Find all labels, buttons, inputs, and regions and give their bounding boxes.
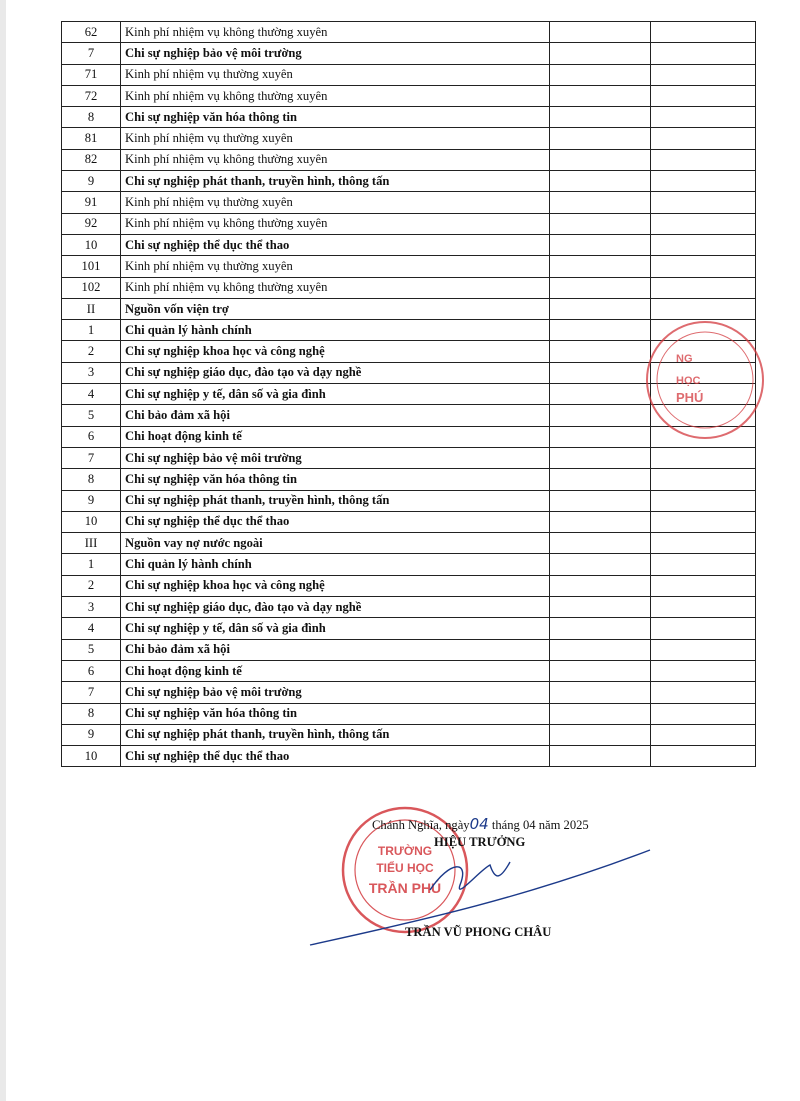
row-value-2 bbox=[651, 384, 756, 405]
row-label: Nguồn vốn viện trợ bbox=[121, 298, 550, 319]
row-value-1 bbox=[550, 362, 651, 383]
row-value-1 bbox=[550, 213, 651, 234]
row-value-1 bbox=[550, 426, 651, 447]
row-value-2 bbox=[651, 320, 756, 341]
row-value-1 bbox=[550, 597, 651, 618]
table-row bbox=[62, 213, 756, 234]
row-value-1 bbox=[550, 64, 651, 85]
row-value-1 bbox=[550, 405, 651, 426]
row-value-1 bbox=[550, 618, 651, 639]
row-code: 9 bbox=[62, 490, 121, 511]
row-label: Kinh phí nhiệm vụ không thường xuyên bbox=[121, 277, 550, 298]
row-label: Chi sự nghiệp y tế, dân số và gia đình bbox=[121, 618, 550, 639]
table-row bbox=[62, 85, 756, 106]
row-value-2 bbox=[651, 277, 756, 298]
row-code: 2 bbox=[62, 575, 121, 596]
row-code: 10 bbox=[62, 511, 121, 532]
row-value-1 bbox=[550, 320, 651, 341]
row-code: 3 bbox=[62, 362, 121, 383]
row-code: 101 bbox=[62, 256, 121, 277]
svg-text:HỌC: HỌC bbox=[676, 375, 701, 387]
seal-line-3: TRẦN PHÚ bbox=[368, 880, 442, 896]
row-code: 9 bbox=[62, 724, 121, 745]
table-row bbox=[62, 22, 756, 43]
row-label: Chi sự nghiệp văn hóa thông tin bbox=[121, 703, 550, 724]
row-code: 2 bbox=[62, 341, 121, 362]
row-value-2 bbox=[651, 64, 756, 85]
row-value-2 bbox=[651, 149, 756, 170]
seal-line-1: TRƯỜNG bbox=[377, 844, 433, 858]
row-code: 81 bbox=[62, 128, 121, 149]
row-label: Chi sự nghiệp giáo dục, đào tạo và dạy nghề bbox=[121, 597, 550, 618]
row-value-2 bbox=[651, 256, 756, 277]
row-value-2 bbox=[651, 703, 756, 724]
table-row bbox=[62, 746, 756, 767]
row-label: Chi sự nghiệp văn hóa thông tin bbox=[121, 469, 550, 490]
row-label: Kinh phí nhiệm vụ không thường xuyên bbox=[121, 149, 550, 170]
row-value-2 bbox=[651, 490, 756, 511]
row-value-2 bbox=[651, 511, 756, 532]
row-label: Kinh phí nhiệm vụ thường xuyên bbox=[121, 128, 550, 149]
row-value-2 bbox=[651, 575, 756, 596]
table-row bbox=[62, 554, 756, 575]
row-code: 7 bbox=[62, 447, 121, 468]
row-value-2 bbox=[651, 618, 756, 639]
row-label: Kinh phí nhiệm vụ thường xuyên bbox=[121, 192, 550, 213]
row-label: Chi sự nghiệp thể dục thể thao bbox=[121, 511, 550, 532]
row-value-1 bbox=[550, 682, 651, 703]
row-value-1 bbox=[550, 447, 651, 468]
row-value-1 bbox=[550, 511, 651, 532]
row-label: Chi quản lý hành chính bbox=[121, 320, 550, 341]
row-value-2 bbox=[651, 234, 756, 255]
row-value-2 bbox=[651, 746, 756, 767]
row-code: 1 bbox=[62, 554, 121, 575]
table-row bbox=[62, 107, 756, 128]
row-value-1 bbox=[550, 575, 651, 596]
budget-table bbox=[61, 21, 756, 767]
row-label: Chi sự nghiệp thể dục thể thao bbox=[121, 746, 550, 767]
row-label: Chi sự nghiệp văn hóa thông tin bbox=[121, 107, 550, 128]
row-code: 6 bbox=[62, 426, 121, 447]
row-value-2 bbox=[651, 362, 756, 383]
signer-title: HIỆU TRƯỞNG bbox=[434, 835, 526, 849]
row-code: 71 bbox=[62, 64, 121, 85]
table-row bbox=[62, 298, 756, 319]
row-value-2 bbox=[651, 171, 756, 192]
row-code: 62 bbox=[62, 22, 121, 43]
table-row bbox=[62, 43, 756, 64]
row-label: Chi sự nghiệp khoa học và công nghệ bbox=[121, 575, 550, 596]
row-code: 6 bbox=[62, 660, 121, 681]
row-value-2 bbox=[651, 128, 756, 149]
row-value-2 bbox=[651, 447, 756, 468]
table-row bbox=[62, 384, 756, 405]
row-code: 5 bbox=[62, 639, 121, 660]
row-value-1 bbox=[550, 234, 651, 255]
row-value-1 bbox=[550, 107, 651, 128]
row-code: 91 bbox=[62, 192, 121, 213]
row-value-2 bbox=[651, 298, 756, 319]
date-suffix: tháng 04 năm 2025 bbox=[488, 818, 589, 832]
row-value-1 bbox=[550, 724, 651, 745]
row-value-1 bbox=[550, 22, 651, 43]
svg-text:NG: NG bbox=[676, 353, 693, 365]
row-value-1 bbox=[550, 85, 651, 106]
row-code: 102 bbox=[62, 277, 121, 298]
table-row bbox=[62, 724, 756, 745]
row-value-2 bbox=[651, 682, 756, 703]
row-label: Chi bảo đảm xã hội bbox=[121, 405, 550, 426]
row-value-2 bbox=[651, 554, 756, 575]
row-value-2 bbox=[651, 107, 756, 128]
row-value-2 bbox=[651, 341, 756, 362]
row-code: 72 bbox=[62, 85, 121, 106]
table-row bbox=[62, 639, 756, 660]
table-row bbox=[62, 64, 756, 85]
row-code: 7 bbox=[62, 682, 121, 703]
table-row bbox=[62, 597, 756, 618]
row-code: 9 bbox=[62, 171, 121, 192]
row-code: 5 bbox=[62, 405, 121, 426]
budget-table-body bbox=[62, 22, 756, 767]
row-label: Kinh phí nhiệm vụ không thường xuyên bbox=[121, 22, 550, 43]
row-value-1 bbox=[550, 490, 651, 511]
table-row bbox=[62, 128, 756, 149]
signer-name: TRẦN VŨ PHONG CHÂU bbox=[405, 925, 552, 939]
row-label: Chi bảo đảm xã hội bbox=[121, 639, 550, 660]
row-value-1 bbox=[550, 43, 651, 64]
row-value-1 bbox=[550, 149, 651, 170]
row-code: 4 bbox=[62, 618, 121, 639]
row-value-1 bbox=[550, 277, 651, 298]
row-label: Chi sự nghiệp phát thanh, truyền hình, thông tấn bbox=[121, 490, 550, 511]
row-code: 4 bbox=[62, 384, 121, 405]
row-label: Chi sự nghiệp thể dục thể thao bbox=[121, 234, 550, 255]
row-label: Kinh phí nhiệm vụ thường xuyên bbox=[121, 256, 550, 277]
row-label: Chi sự nghiệp giáo dục, đào tạo và dạy nghề bbox=[121, 362, 550, 383]
table-row bbox=[62, 149, 756, 170]
row-code: III bbox=[62, 533, 121, 554]
row-label: Chi sự nghiệp bảo vệ môi trường bbox=[121, 43, 550, 64]
row-code: 10 bbox=[62, 746, 121, 767]
row-label: Chi hoạt động kinh tế bbox=[121, 426, 550, 447]
table-row bbox=[62, 533, 756, 554]
row-code: 8 bbox=[62, 703, 121, 724]
row-value-1 bbox=[550, 469, 651, 490]
row-label: Chi sự nghiệp y tế, dân số và gia đình bbox=[121, 384, 550, 405]
row-value-2 bbox=[651, 85, 756, 106]
row-label: Chi hoạt động kinh tế bbox=[121, 660, 550, 681]
row-code: 3 bbox=[62, 597, 121, 618]
row-value-1 bbox=[550, 128, 651, 149]
row-value-2 bbox=[651, 469, 756, 490]
row-value-2 bbox=[651, 22, 756, 43]
table-row bbox=[62, 320, 756, 341]
table-row bbox=[62, 660, 756, 681]
row-code: 8 bbox=[62, 107, 121, 128]
row-value-2 bbox=[651, 639, 756, 660]
row-value-1 bbox=[550, 384, 651, 405]
date-prefix: Chánh Nghĩa, ngày bbox=[372, 818, 470, 832]
row-value-1 bbox=[550, 746, 651, 767]
row-label: Kinh phí nhiệm vụ không thường xuyên bbox=[121, 213, 550, 234]
row-value-1 bbox=[550, 256, 651, 277]
row-label: Nguồn vay nợ nước ngoài bbox=[121, 533, 550, 554]
date-day: 04 bbox=[469, 815, 489, 833]
row-value-2 bbox=[651, 426, 756, 447]
row-code: 8 bbox=[62, 469, 121, 490]
row-value-1 bbox=[550, 533, 651, 554]
row-code: II bbox=[62, 298, 121, 319]
row-value-1 bbox=[550, 660, 651, 681]
row-value-1 bbox=[550, 298, 651, 319]
row-label: Chi quản lý hành chính bbox=[121, 554, 550, 575]
table-row bbox=[62, 277, 756, 298]
row-label: Kinh phí nhiệm vụ thường xuyên bbox=[121, 64, 550, 85]
table-row bbox=[62, 490, 756, 511]
page-edge bbox=[0, 0, 6, 1101]
table-row bbox=[62, 234, 756, 255]
row-value-2 bbox=[651, 533, 756, 554]
row-value-2 bbox=[651, 660, 756, 681]
signature-date bbox=[372, 815, 589, 833]
row-code: 10 bbox=[62, 234, 121, 255]
row-value-2 bbox=[651, 192, 756, 213]
table-row bbox=[62, 171, 756, 192]
row-value-2 bbox=[651, 724, 756, 745]
row-label: Chi sự nghiệp phát thanh, truyền hình, thông tấn bbox=[121, 171, 550, 192]
table-row bbox=[62, 469, 756, 490]
table-row bbox=[62, 192, 756, 213]
row-value-1 bbox=[550, 703, 651, 724]
row-code: 92 bbox=[62, 213, 121, 234]
row-code: 82 bbox=[62, 149, 121, 170]
row-value-1 bbox=[550, 341, 651, 362]
row-code: 7 bbox=[62, 43, 121, 64]
table-row bbox=[62, 511, 756, 532]
row-label: Chi sự nghiệp phát thanh, truyền hình, thông tấn bbox=[121, 724, 550, 745]
row-value-1 bbox=[550, 554, 651, 575]
seal-line-2: TIỂU HỌC bbox=[376, 861, 434, 875]
table-row bbox=[62, 703, 756, 724]
table-row bbox=[62, 256, 756, 277]
row-label: Chi sự nghiệp bảo vệ môi trường bbox=[121, 682, 550, 703]
table-row bbox=[62, 618, 756, 639]
row-value-2 bbox=[651, 213, 756, 234]
table-row bbox=[62, 426, 756, 447]
row-value-2 bbox=[651, 405, 756, 426]
table-row bbox=[62, 405, 756, 426]
table-row bbox=[62, 682, 756, 703]
table-row bbox=[62, 341, 756, 362]
row-label: Chi sự nghiệp khoa học và công nghệ bbox=[121, 341, 550, 362]
table-row bbox=[62, 447, 756, 468]
row-value-1 bbox=[550, 639, 651, 660]
table-row bbox=[62, 575, 756, 596]
row-value-2 bbox=[651, 597, 756, 618]
table-row bbox=[62, 362, 756, 383]
svg-text:PHÚ: PHÚ bbox=[676, 390, 704, 405]
row-label: Kinh phí nhiệm vụ không thường xuyên bbox=[121, 85, 550, 106]
row-label: Chi sự nghiệp bảo vệ môi trường bbox=[121, 447, 550, 468]
row-value-1 bbox=[550, 192, 651, 213]
row-value-1 bbox=[550, 171, 651, 192]
row-value-2 bbox=[651, 43, 756, 64]
row-code: 1 bbox=[62, 320, 121, 341]
